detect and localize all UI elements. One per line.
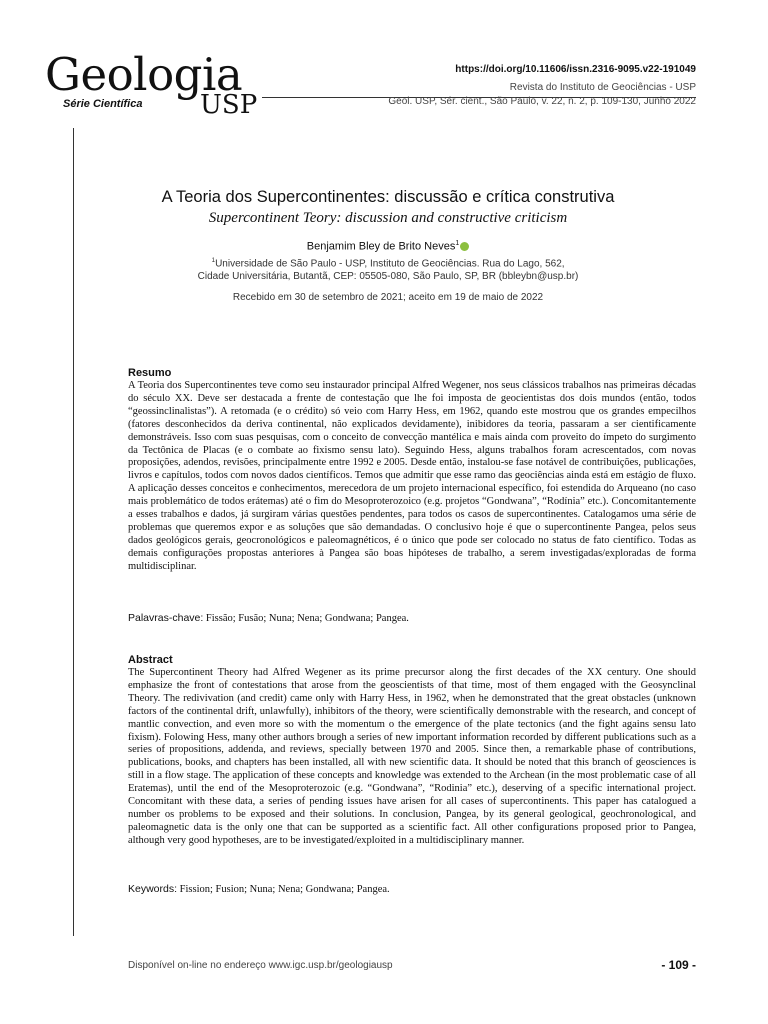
orcid-icon[interactable]: [460, 242, 469, 251]
abstract-heading: Abstract: [128, 654, 173, 666]
palavras-chave-label: Palavras-chave:: [128, 612, 204, 624]
journal-logo-series: Série Científica: [63, 98, 143, 110]
affiliation-sup: 1: [211, 257, 216, 264]
resumo-text: A Teoria dos Supercontinentes teve como seu instaurador principal Alfred Wegener, nos seus clássicos trabalhos nas primeiras décadas do século XX. Deve ser destacada a frente de contestação que lhe foi imposta de geocientistas dos dois mundos (então, todos “geossinclinalistas”). A retomada (e o crédito) só veio com Harry Hess, em 1962, quando este mostrou que os grandes empecilhos (fatores desconhecidos da deriva continental, não explicados devidamente), inibidores da teoria, passaram a ser cientificamente demonstráveis. Isso com suas pesquisas, com o conceito de convecção mantélica e mais ainda com proveito do ímpeto do surgimento da Tectônica de Placas (e o combate ao fixismo sensu lato). Seguindo Hess, alguns trabalhos foram acrescentados, com novas proposições, adendos, revisões, principalmente entre 1992 e 2005. Desde então, instalou-se fase notável de contribuições, publicações, livros e capítulos, todos com novos dados científicos. Temos que admitir que esse ramo das geociências ainda está em estágio de fluxo. A aplicação desses conceitos e conhecimentos, merecedora de um projeto internacional específico, foi estendida do Arqueano (no caso mais problemático de todos erátemas) até o fim do Mesoproterozoico (e.g. projetos “Gondwana”, “Rodínia” etc.). Concomitantemente a esses trabalhos e dados, já surgiram várias questões pendentes, para todos os casos de supercontinentes. Catalogamos uma série de problemas que queremos expor e as soluções que são demandadas. O conclusivo hoje é que o supercontinente Pangea, pelos seus dados geológicos gerais, geocronológicos e paleomagnéticos, é o único que pode ser colocado no status de fato científico. Todas as demais configurações propostas anteriores à Pangea são boas hipóteses de trabalho, a serem investigadas/exploradas de forma multidisciplinar.: [128, 380, 696, 572]
author-name: Benjamim Bley de Brito Neves: [306, 240, 456, 253]
availability-note: Disponível on-line no endereço www.igc.usp.br/geologiausp: [128, 960, 393, 971]
resumo-heading: Resumo: [128, 367, 172, 379]
author-sup: 1: [455, 240, 460, 247]
palavras-chave-list: Fissão; Fusão; Nuna; Nena; Gondwana; Pangea.: [205, 613, 409, 624]
journal-logo-title: Geologia: [45, 48, 243, 101]
journal-logo-usp: USP: [200, 90, 258, 120]
keywords: [128, 883, 696, 895]
received-dates: Recebido em 30 de setembro de 2021; aceito em 19 de maio de 2022: [232, 292, 544, 303]
journal-citation: Geol. USP, Sér. cient., São Paulo, v. 22, n. 2, p. 109-130, Junho 2022: [388, 96, 696, 107]
keywords-label: Keywords:: [128, 883, 178, 895]
keywords-list: Fission; Fusion; Nuna; Nena; Gondwana; Pangea.: [179, 884, 390, 895]
affiliation-line-2: Cidade Universitária, Butantã, CEP: 05505-080, São Paulo, SP, BR (bbleybn@usp.br): [197, 271, 579, 283]
abstract-text: The Supercontinent Theory had Alfred Wegener as its prime precursor along the first decades of the XX century. One should emphasize the front of contestations that arose from the geoscientists of that time, most of them engaged with the Geosynclinal Theory. The redivivation (and credit) came only with Harry Hess, in 1962, when he demonstrated that the great obstacles (unknown factors of the continental drift, unlawfully), inhibitors of the theory, were scientifically demonstrable with the research, and concept of mantlic convection, and even more so with the momentum o the emergence of the plate tectonics (and the fight agains sensu lato fixism). Folowing Hess, many other authors brough a series of new important information recorded by different publications such as a series of propositions, addenda, and reviews, specially between 1970 and 2005. Since then, a remarkable phase of contributions, publications, books, and chapters has been installed, all with new scientific data. It should be noted that this branch of geosciences is still in a flow stage. The application of these concepts and knowledge was extended to the Archean (in the most problematic case of all Eratemas), until the end of the Mesoproterozoic (e.g. “Gondwana”, “Rodinia” etc.), deserving of a specific international project. Concomitant with these data, a series of pending issues have arisen for all cases of supercontinents. This paper has catalogued a number os problems to be exposed and their solutions. In conclusion, Pangea, by its general geological, geochronological, and paleomagnetic data is the only one that can be supported as a scientific fact. All other configurations proposed prior to Pangea, although very good hypotheses, are to be investigated/exploited in a multidisciplinary manner.: [128, 667, 696, 846]
doi-link[interactable]: https://doi.org/10.11606/issn.2316-9095.v22-191049: [455, 64, 696, 75]
affiliation: [80, 254, 696, 283]
page-number: - 109 -: [661, 958, 696, 972]
author-line: [80, 240, 696, 253]
palavras-chave: [128, 612, 696, 624]
article-subtitle: Supercontinent Teory: discussion and constructive criticism: [208, 210, 568, 226]
article-title: A Teoria dos Supercontinentes: discussão e crítica construtiva: [161, 188, 615, 206]
margin-rule: [73, 128, 74, 936]
journal-name: Revista do Instituto de Geociências - USP: [509, 82, 696, 93]
affiliation-line-1: $^1$Universidade de São Paulo - USP, Instituto de Geociências. Rua do Lago, 562,: [211, 257, 565, 270]
